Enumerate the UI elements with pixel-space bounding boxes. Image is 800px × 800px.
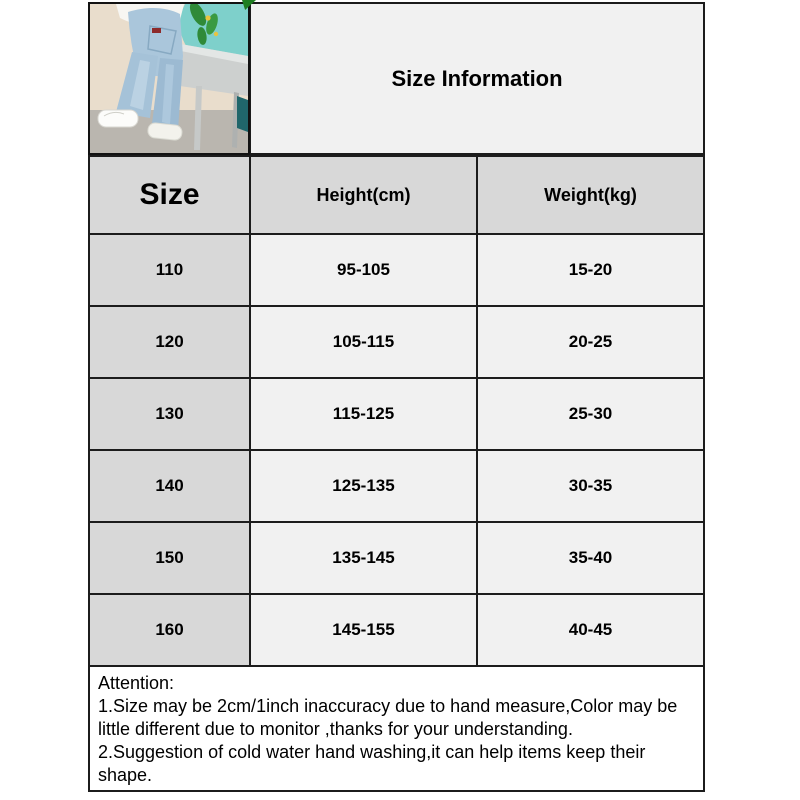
table-row-height: 105-115: [251, 307, 476, 377]
size-information-header: [250, 2, 705, 155]
table-row-height: 125-135: [251, 451, 476, 521]
attention-note-2: 2.Suggestion of cold water hand washing,it can help items keep their shape.: [98, 742, 646, 785]
table-row-height: 145-155: [251, 595, 476, 665]
column-header-weight: Weight(kg): [478, 157, 703, 233]
table-row-height: 115-125: [251, 379, 476, 449]
table-row-size: 160: [90, 595, 249, 665]
size-table: [88, 155, 705, 667]
page-title: Size Information: [391, 65, 563, 91]
column-header-size: Size: [90, 157, 249, 233]
table-row-size: 120: [90, 307, 249, 377]
product-photo-illustration: [90, 4, 248, 153]
attention-note-1: 1.Size may be 2cm/1inch inaccuracy due to hand measure,Color may be little different due to monitor ,thanks for your understanding.: [98, 696, 678, 739]
table-row-height: 135-145: [251, 523, 476, 593]
table-row-height: 95-105: [251, 235, 476, 305]
table-row-size: 150: [90, 523, 249, 593]
table-row-size: 110: [90, 235, 249, 305]
table-row-weight: 30-35: [478, 451, 703, 521]
table-row-weight: 20-25: [478, 307, 703, 377]
attention-title: Attention:: [98, 673, 175, 693]
attention-box: [88, 667, 705, 792]
table-row-weight: 40-45: [478, 595, 703, 665]
column-header-height: Height(cm): [251, 157, 476, 233]
product-photo: [88, 2, 250, 155]
table-row-weight: 25-30: [478, 379, 703, 449]
table-row-size: 130: [90, 379, 249, 449]
table-row-size: 140: [90, 451, 249, 521]
table-row-weight: 15-20: [478, 235, 703, 305]
top-row: [88, 2, 705, 155]
size-chart-sheet: [88, 2, 705, 792]
table-row-weight: 35-40: [478, 523, 703, 593]
